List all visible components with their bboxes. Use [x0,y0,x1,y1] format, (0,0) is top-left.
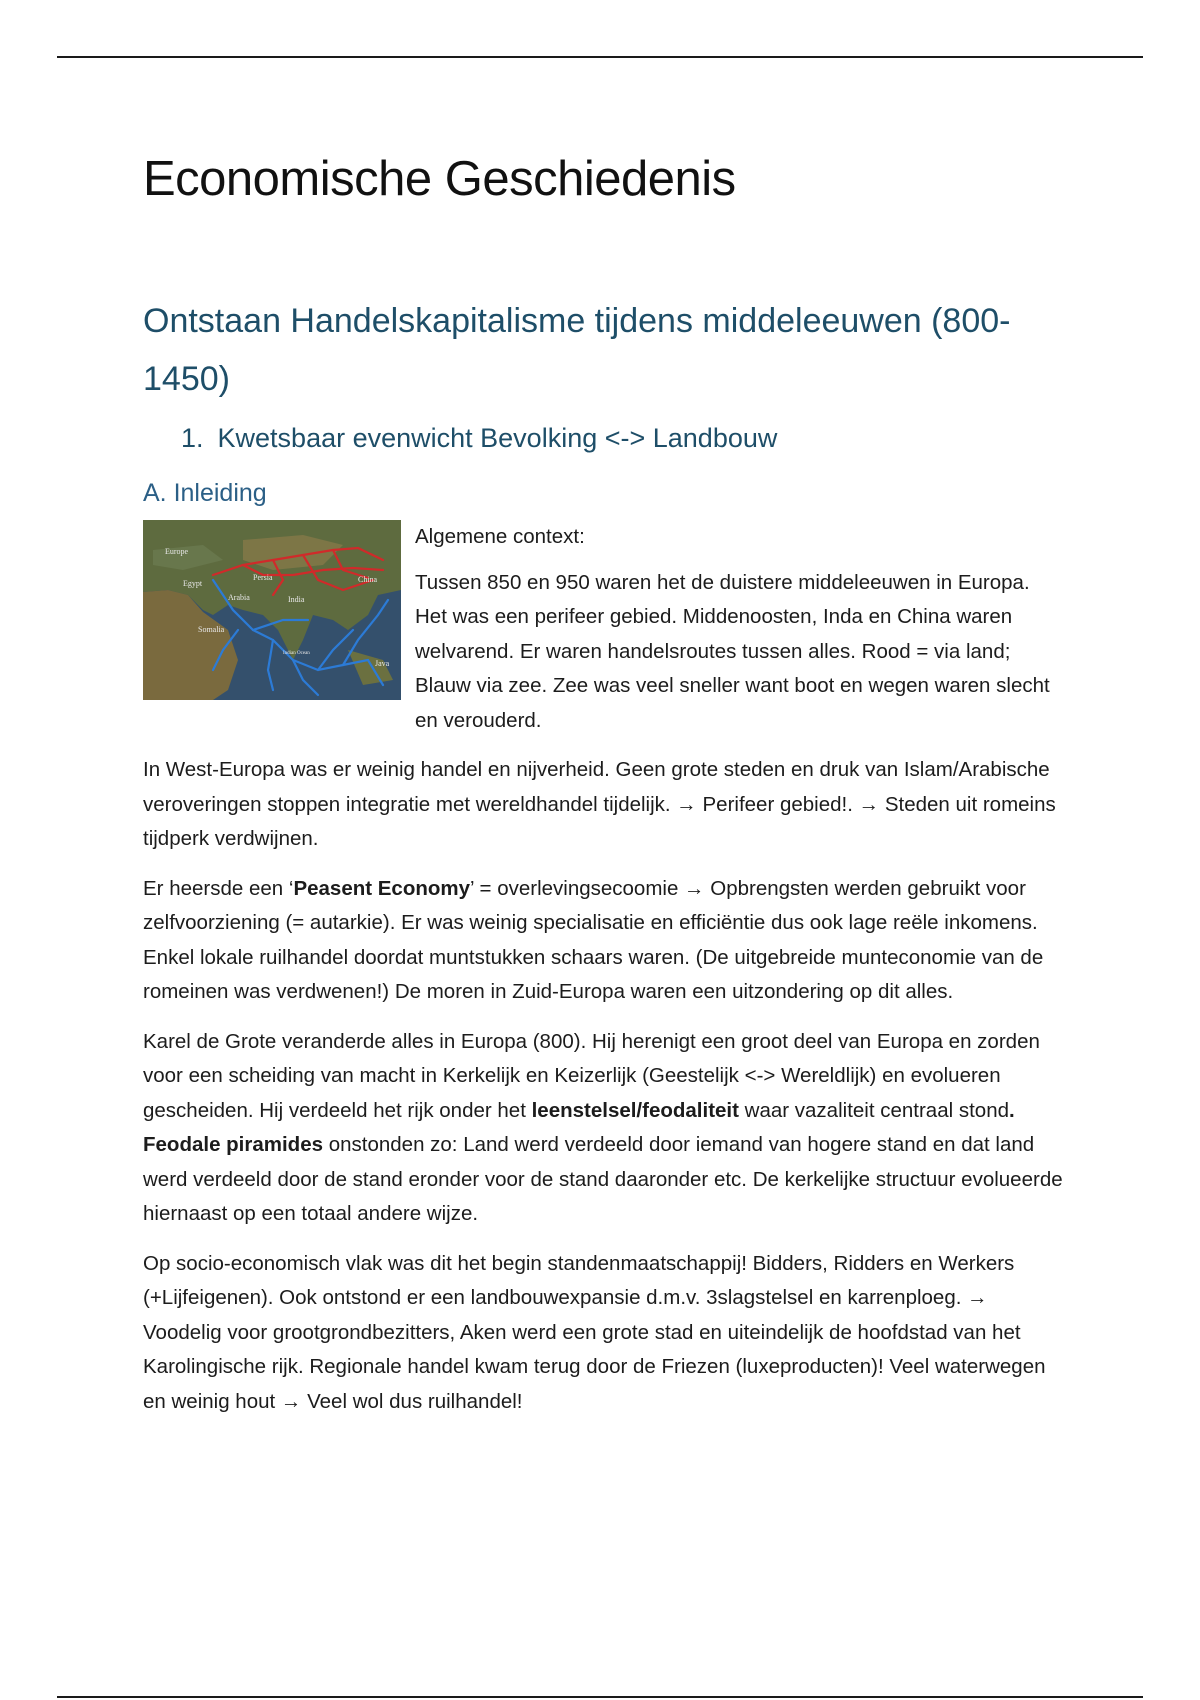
trade-routes-map-svg [143,520,401,700]
document-title: Economische Geschiedenis [143,152,736,206]
section-heading: Ontstaan Handelskapitalisme tijdens middeleeuwen (800-1450) [143,302,1011,398]
map-label-java: Java [375,659,390,668]
p4-text-1: Karel de Grote veranderde alles in Europa (800). Hij herenigt een groot deel van Europa en zorden voor een scheiding van macht in Kerkelijk en Keizerlijk (Geestelijk <-> Wereldlijk) en evolueren gescheiden. Hij verdeeld het rijk onder het [143,1029,1040,1122]
map-label-china: China [358,575,378,584]
paragraph-socio-economic: Op socio-economisch vlak was dit het begin standenmaatschappij! Bidders, Ridders en Werkers (+Lijfeigenen). Ook ontstond er een landbouwexpansie d.m.v. 3slagstelsel en karrenploeg. → Voodelig voor grootgrondbezitters, Aken werd een grote stad en uiteindelijk de hoofdstad van het Karolingische rijk. Regionale handel kwam terug door de Friezen (luxeproducten)! Veel waterwegen en weinig hout → Veel wol dus ruilhandel! [143,1251,1046,1413]
bottom-rule [57,1696,1143,1698]
map-label-india: India [288,595,305,604]
paragraph-karel-de-grote [143,1025,1063,1232]
intro-block [143,520,1063,738]
map-label-europe: Europe [165,547,189,556]
p4-text-3: onstonden zo: Land werd verdeeld door iemand van hogere stand en dat land werd verdeeld door de stand eronder voor de stand daaronder etc. De kerkelijke structuur evolueerde hiernaast op een totaal andere wijze. [143,1133,1063,1225]
subsection-title: Kwetsbaar evenwicht Bevolking <-> Landbouw [217,423,778,453]
p3-bold-peasant-economy: Peasent Economy [293,876,471,900]
p4-bold-leenstelsel: leenstelsel/feodaliteit [531,1098,739,1122]
map-label-somalia: Somalia [198,625,225,634]
p4-bold-feodale-piramides: . Feodale piramides [143,1098,1015,1156]
top-rule [57,56,1143,58]
map-label-arabia: Arabia [228,593,250,602]
paragraph-peasant-economy [143,872,1063,1010]
map-label-egypt: Egypt [183,579,203,588]
trade-routes-map-image [143,520,401,700]
paragraph-west-europe: In West-Europa was er weinig handel en nijverheid. Geen grote steden en druk van Islam/Arabische veroveringen stoppen integratie met wereldhandel tijdelijk. → Perifeer gebied!. → Steden uit romeins tijdperk verdwijnen. [143,758,1056,850]
map-label-indian-ocean: Indian Ocean [283,651,310,656]
document-page [143,150,1063,1434]
paragraph-context: Tussen 850 en 950 waren het de duistere middeleeuwen in Europa. Het was een perifeer gebied. Middenoosten, Inda en China waren welvarend. Er waren handelsroutes tussen alles. Rood = via land; Blauw via zee. Zee was veel sneller want boot en wegen waren slecht en verouderd. [415,570,1050,732]
context-label: Algemene context: [415,525,585,548]
map-label-persia: Persia [253,573,273,582]
p4-text-2: waar vazaliteit centraal stond [738,1098,1010,1122]
sub-subsection-heading: A. Inleiding [143,479,267,507]
subsection-heading [181,420,1063,456]
p3-text-2: ’ = overlevingsecoomie → Opbrengsten werden gebruikt voor zelfvoorziening (= autarkie). Er was weinig specialisatie en efficiëntie dus ook lage reële inkomens. Enkel lokale ruilhandel doordat muntstukken schaars waren. (De uitgebreide munteconomie van de romeinen was verdwenen!) De moren in Zuid-Europa waren een uitzondering op dit alles. [143,876,1044,1003]
p3-text-1: Er heersde een ‘ [143,876,294,900]
subsection-number: 1. [181,423,204,453]
